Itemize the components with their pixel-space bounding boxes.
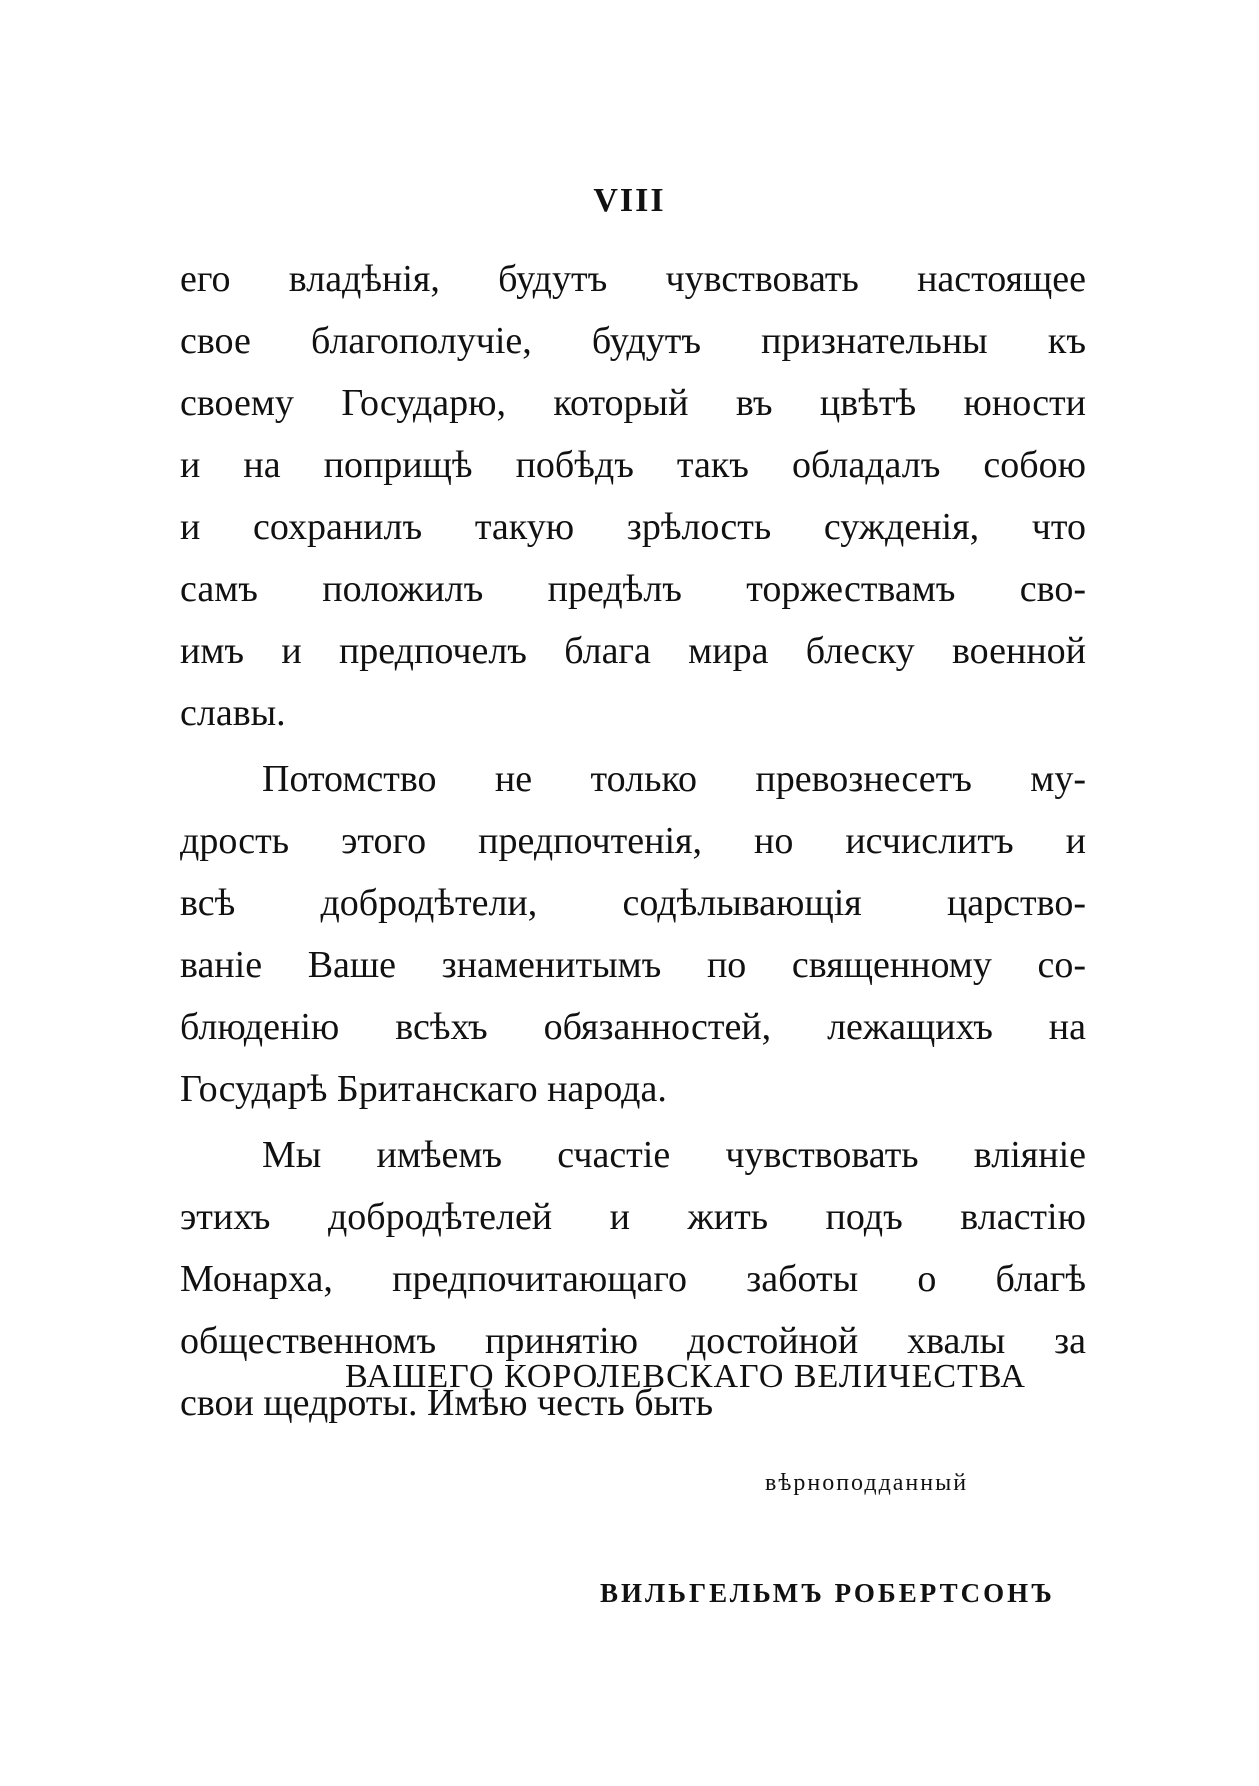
text-line: и сохранилъ такую зрѣлость сужденія, что (180, 506, 1086, 548)
text-line: его владѣнія, будутъ чувствовать настоящее (180, 258, 1086, 300)
body-text (180, 248, 1086, 1438)
text-line: свои щедроты. Имѣю честь быть (180, 1382, 714, 1424)
signature-text: ВИЛЬГЕЛЬМЪ РОБЕРТСОНЪ (600, 1578, 1055, 1608)
paragraph-2 (180, 748, 1086, 1120)
text-line: Государѣ Британскаго народа. (180, 1068, 667, 1110)
text-line: имъ и предпочелъ блага мира блеску военной (180, 630, 1086, 672)
text-line: и на поприщѣ побѣдъ такъ обладалъ собою (180, 444, 1086, 486)
text-line: этихъ добродѣтелей и жить подъ властію (180, 1196, 1086, 1238)
text-line: своему Государю, который въ цвѣтѣ юности (180, 382, 1086, 424)
text-line: Мы имѣемъ счастіе чувствовать вліяніе (262, 1134, 1086, 1176)
paragraph-1 (180, 248, 1086, 744)
subject-text: вѣрноподданный (765, 1470, 969, 1496)
text-line: самъ положилъ предѣлъ торжествамъ сво- (180, 568, 1086, 610)
text-line: славы. (180, 692, 286, 734)
text-line: Монарха, предпочитающаго заботы о благѣ (180, 1258, 1086, 1300)
majesty-text: ВАШЕГО КОРОЛЕВСКАГО ВЕЛИЧЕСТВА (345, 1358, 1026, 1395)
text-line: блюденію всѣхъ обязанностей, лежащихъ на (180, 1006, 1086, 1048)
text-line: свое благополучіе, будутъ признательны къ (180, 320, 1086, 362)
text-line: ваніе Ваше знаменитымъ по священному со- (180, 944, 1086, 986)
text-line: всѣ добродѣтели, содѣлывающія царство- (180, 882, 1086, 924)
text-line: общественномъ принятію достойной хвалы за (180, 1320, 1086, 1362)
page-number: VIII (593, 182, 666, 219)
text-line: Потомство не только превознесетъ му- (262, 758, 1086, 800)
text-line: дрость этого предпочтенія, но исчислитъ и (180, 820, 1086, 862)
